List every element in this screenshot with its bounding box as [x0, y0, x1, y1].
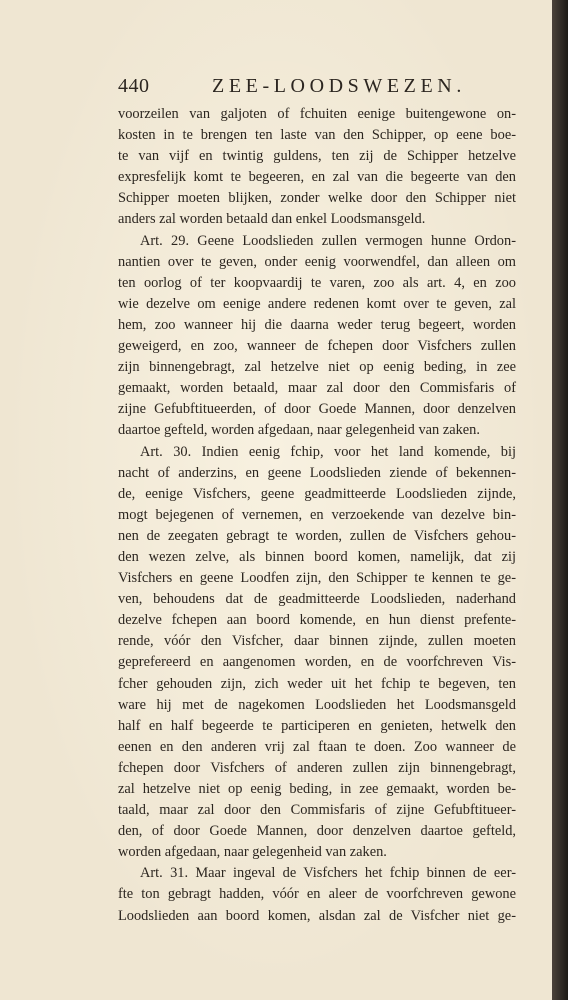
text-line: fcher gehouden zijn, zich weder uit het fchip te begeven, ten	[118, 675, 516, 692]
text-line: wie dezelve om eenige andere redenen komt over te geven, zal	[118, 295, 516, 312]
text-line: Art. 30. Indien eenig fchip, voor het land komende, bij	[140, 443, 516, 460]
text-line: den, of door Goede Mannen, door denzelven daartoe gefteld,	[118, 823, 516, 840]
running-title: ZEE-LOODSWEZEN.	[212, 75, 466, 97]
text-line: Visfchers en geene Loodfen zijn, den Schipper te kennen te ge-	[118, 570, 516, 587]
text-line: daartoe gefteld, worden afgedaan, naar gelegenheid van zaken.	[118, 422, 480, 439]
text-line: anders zal worden betaald dan enkel Loodsmansgeld.	[118, 211, 426, 228]
text-line: zal hetzelve niet op eenig beding, in zee gemaakt, worden be-	[118, 781, 516, 797]
text-line: ware hij met de nagekomen Loodslieden het Loodsmansgeld	[118, 696, 516, 713]
page-number: 440	[118, 75, 150, 97]
text-line: nantien over te geven, onder eenig voorwendfel, dan alleen om	[118, 253, 516, 270]
text-line: hem, zoo wanneer hij die daarna weder terug begeert, worden	[118, 316, 516, 333]
text-line: worden afgedaan, naar gelegenheid van zaken.	[118, 844, 387, 861]
text-line: fchepen door Visfchers of anderen zullen zijn binnengebragt,	[118, 759, 516, 776]
text-line: ten oorlog of ter koopvaardij te varen, zoo als art. 4, en zoo	[118, 274, 516, 291]
text-line: zijne Gefubftitueerden, of door Goede Mannen, door denzelven	[118, 401, 516, 418]
text-line: taald, maar zal door den Commisfaris of zijne Gefubftitueer-	[118, 802, 516, 819]
body-text	[118, 104, 516, 927]
text-line: ven, behoudens dat de geadmitteerde Loodslieden, naderhand	[118, 591, 516, 608]
text-line: voorzeilen van galjoten of fchuiten eenige buitengewone on-	[118, 106, 516, 122]
text-line: expresfelijk komt te begeeren, en zal van die begeerte van den	[118, 169, 516, 186]
text-line: geprefereerd en aangenomen worden, en de voorfchreven Vis-	[118, 654, 516, 671]
text-line: Loodslieden aan boord komen, alsdan zal de Visfcher niet ge-	[118, 907, 516, 924]
text-line: den wezen zelve, als binnen boord komen, namelijk, dat zij	[118, 548, 516, 565]
text-line: dezelve fchepen aan boord komende, en hun dienst prefente-	[118, 612, 516, 629]
text-line: mogt bejegenen of vernemen, en verzoekende van dezelve bin-	[118, 506, 516, 523]
text-line: gemaakt, worden betaald, maar zal door den Commisfaris of	[118, 380, 516, 397]
text-line: zijn binnengebragt, zal hetzelve niet op eenig beding, in zee	[118, 359, 516, 376]
text-line: Art. 29. Geene Loodslieden zullen vermogen hunne Ordon-	[140, 232, 516, 249]
text-line: fte ton gebragt hadden, vóór en aleer de voorfchreven gewone	[118, 886, 516, 903]
text-line: Schipper moeten blijken, zonder welke door den Schipper niet	[118, 190, 516, 207]
text-line: nacht of anderzins, en geene Loodslieden ziende of bekennen-	[118, 464, 516, 481]
text-line: eenen en den anderen vrij zal ftaan te doen. Zoo wanneer de	[118, 738, 516, 755]
text-line: rende, vóór den Visfcher, daar binnen zijnde, zullen moeten	[118, 633, 516, 650]
text-line: half en half begeerde te participeren en genieten, hetwelk den	[118, 717, 516, 734]
text-line: kosten in te brengen ten laste van den Schipper, op eene boe-	[118, 127, 516, 144]
text-line: de, eenige Visfchers, geene geadmitteerde Loodslieden zijnde,	[118, 485, 516, 502]
text-line: geweigerd, en zoo, wanneer de fchepen door Visfchers zullen	[118, 338, 516, 355]
text-line: te van vijf en twintig guldens, ten zij de Schipper hetzelve	[118, 148, 516, 165]
book-edge	[552, 0, 568, 1000]
text-line: nen de zeegaten gebragt te worden, zullen de Visfchers gehou-	[118, 527, 516, 544]
text-line: Art. 31. Maar ingeval de Visfchers het fchip binnen de eer-	[140, 865, 516, 882]
